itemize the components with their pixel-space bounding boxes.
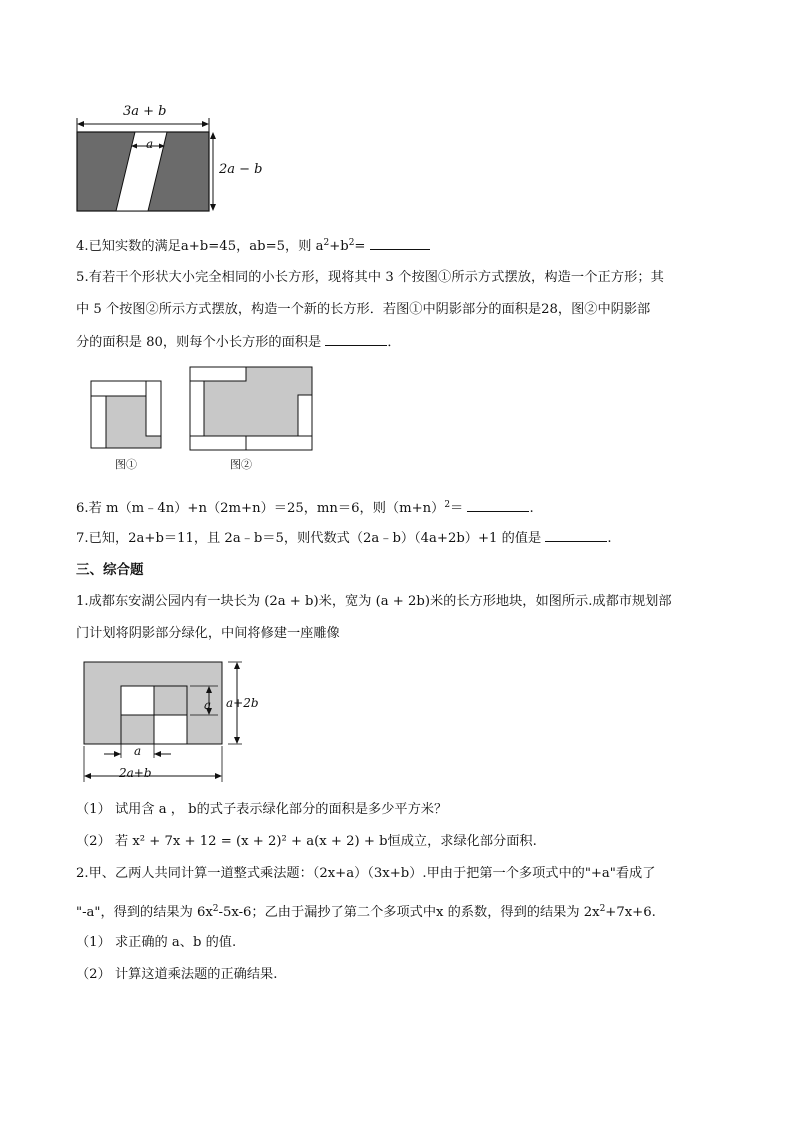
label-2a-plus-b: 2a+b [119, 766, 152, 780]
q5-period: ． [387, 335, 401, 350]
problem-2-sub2: （2） 计算这道乘法题的正确结果. [76, 967, 278, 982]
problem-1-line2: 门计划将阴影部分绿化，中间将修建一座雕像 [76, 626, 340, 641]
p2-text-c: +7x+6. [605, 905, 656, 920]
q6-exp: 2 [444, 500, 451, 510]
question-4 [76, 233, 430, 257]
figure-strip-rectangle [70, 100, 280, 218]
problem-2-line1: 2.甲、乙两人共同计算一道整式乘法题：（2x+a）（3x+b）.甲由于把第一个多项式中的"+a"看成了 [76, 866, 656, 881]
figure-1-caption: 图① [115, 458, 137, 471]
figure-1-square [90, 380, 165, 450]
height-label: 2a − b [219, 162, 263, 177]
q6-period: . [529, 501, 534, 516]
q5-text: 分的面积是 80，则每个小长方形的面积是 [76, 335, 326, 350]
label-a-plus-2b: a+2b [226, 696, 259, 710]
problem-2-sub1: （1） 求正确的 a、b 的值. [76, 935, 237, 950]
answer-blank[interactable] [370, 236, 430, 250]
p2-exp2: 2 [599, 904, 606, 914]
gap-label: a [146, 137, 154, 151]
problem-1-sub1: （1） 试用含 a ， b的式子表示绿化部分的面积是多少平方米？ [76, 802, 448, 817]
q4-exp: 2 [323, 238, 330, 248]
q6-text-b: ＝ [450, 501, 468, 516]
p2-text-a: "-a"，得到的结果为 6x [76, 905, 213, 920]
q7-text: 7.已知，2a+b＝11，且 2a﹣b＝5，则代数式（2a﹣b）（4a+2b）+1 的值是 [76, 531, 546, 546]
p2-text-b: -5x-6；乙由于漏抄了第二个多项式中x 的系数，得到的结果为 2x [218, 905, 600, 920]
q4-text-b: +b [329, 239, 349, 254]
problem-2-line2 [76, 899, 656, 923]
question-7 [76, 528, 612, 549]
q4-text: 4.已知实数的满足a+b=45，ab=5，则 a [76, 239, 324, 254]
answer-blank[interactable] [467, 498, 529, 512]
problem-1-sub2: （2） 若 x² + 7x + 12 = (x + 2)² + a(x + 2) + b恒成立，求绿化部分面积. [76, 834, 537, 849]
label-inner-a-vertical: a [204, 698, 212, 712]
figure-2-rectangle [189, 366, 315, 452]
q4-text-c: = [354, 239, 370, 254]
q7-period: . [607, 531, 612, 546]
figure-green-area [78, 658, 278, 786]
q4-exp2: 2 [348, 238, 355, 248]
question-5-line2: 中 5 个按图②所示方式摆放，构造一个新的长方形．若图①中阴影部分的面积是28，图②中阴影部 [76, 302, 651, 317]
question-5-line3 [76, 332, 401, 353]
question-5-line1: 5.有若干个形状大小完全相同的小长方形，现将其中 3 个按图①所示方式摆放，构造一个正方形；其 [76, 270, 664, 285]
label-inner-a-horizontal: a [134, 744, 142, 758]
figure-2-caption: 图② [230, 458, 252, 471]
question-6 [76, 495, 534, 519]
answer-blank[interactable] [545, 528, 607, 542]
width-label: 3a + b [123, 104, 167, 119]
section-heading: 三、综合题 [76, 562, 144, 578]
q6-text: 6.若 m（m﹣4n）+n（2m+n）＝25，mn＝6，则（m+n） [76, 501, 445, 516]
p2-exp1: 2 [212, 904, 219, 914]
answer-blank[interactable] [325, 332, 387, 346]
problem-1-line1: 1.成都东安湖公园内有一块长为 (2a + b)米，宽为 (a + 2b)米的长方形地块，如图所示.成都市规划部 [76, 594, 672, 609]
